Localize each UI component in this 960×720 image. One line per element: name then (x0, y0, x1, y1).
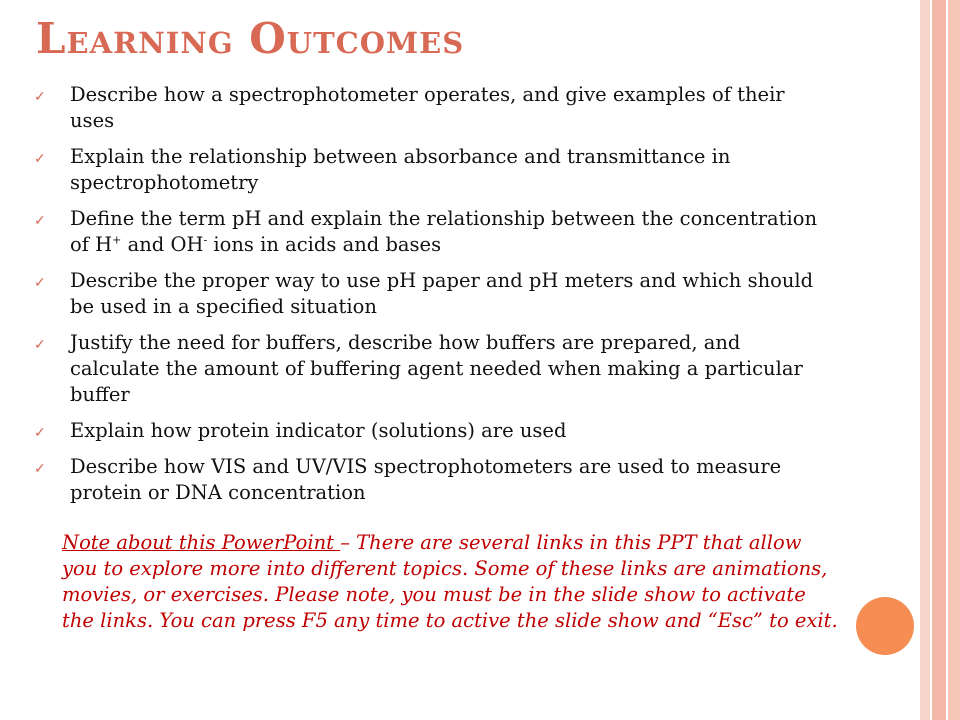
check-icon: ✓ (34, 151, 46, 167)
bullet-text-mid: and OH (121, 233, 204, 256)
powerpoint-note (62, 530, 842, 634)
check-icon: ✓ (34, 461, 46, 477)
bullet-item (34, 206, 834, 258)
check-icon: ✓ (34, 213, 46, 229)
bullet-list (34, 82, 834, 516)
bullet-text: Explain the relationship between absorbance and transmittance in spectrophotometry (70, 145, 731, 194)
superscript-minus: - (203, 233, 208, 247)
bullet-item (34, 268, 834, 320)
bullet-text: Describe how a spectrophotometer operates, and give examples of their uses (70, 83, 785, 132)
check-icon: ✓ (34, 89, 46, 105)
bullet-text: Justify the need for buffers, describe how buffers are prepared, and calculate the amount of buffering agent needed when making a particular buffer (70, 331, 803, 406)
superscript-plus: + (112, 233, 122, 247)
note-title-link[interactable]: Note about this PowerPoint (62, 531, 341, 554)
bullet-item (34, 330, 834, 408)
side-bar-3 (948, 0, 960, 720)
bullet-text: Describe how VIS and UV/VIS spectrophotometers are used to measure protein or DNA concentration (70, 455, 782, 504)
check-icon: ✓ (34, 337, 46, 353)
bullet-text: Define the term pH and explain the relationship between the concentration of H (70, 207, 818, 256)
decorative-side-bars (920, 0, 960, 720)
accent-circle (856, 597, 914, 655)
slide-title: Learning Outcomes (36, 14, 465, 63)
side-bar-2 (932, 0, 946, 720)
check-icon: ✓ (34, 275, 46, 291)
check-icon: ✓ (34, 425, 46, 441)
bullet-text-post: ions in acids and bases (207, 233, 442, 256)
note-body: – There are several links in this PPT that allow you to explore more into different topics. Some of these links are animations, movies, or exercises. Please note, you must be in the slide show to activate the links. You can press F5 any time to active the slide show and “Esc” to exit. (62, 531, 838, 632)
bullet-item (34, 82, 834, 134)
bullet-item (34, 454, 834, 506)
side-bar-1 (920, 0, 930, 720)
bullet-item (34, 144, 834, 196)
bullet-item (34, 418, 834, 444)
bullet-text: Describe the proper way to use pH paper and pH meters and which should be used in a specified situation (70, 269, 814, 318)
bullet-text: Explain how protein indicator (solutions) are used (70, 419, 567, 442)
